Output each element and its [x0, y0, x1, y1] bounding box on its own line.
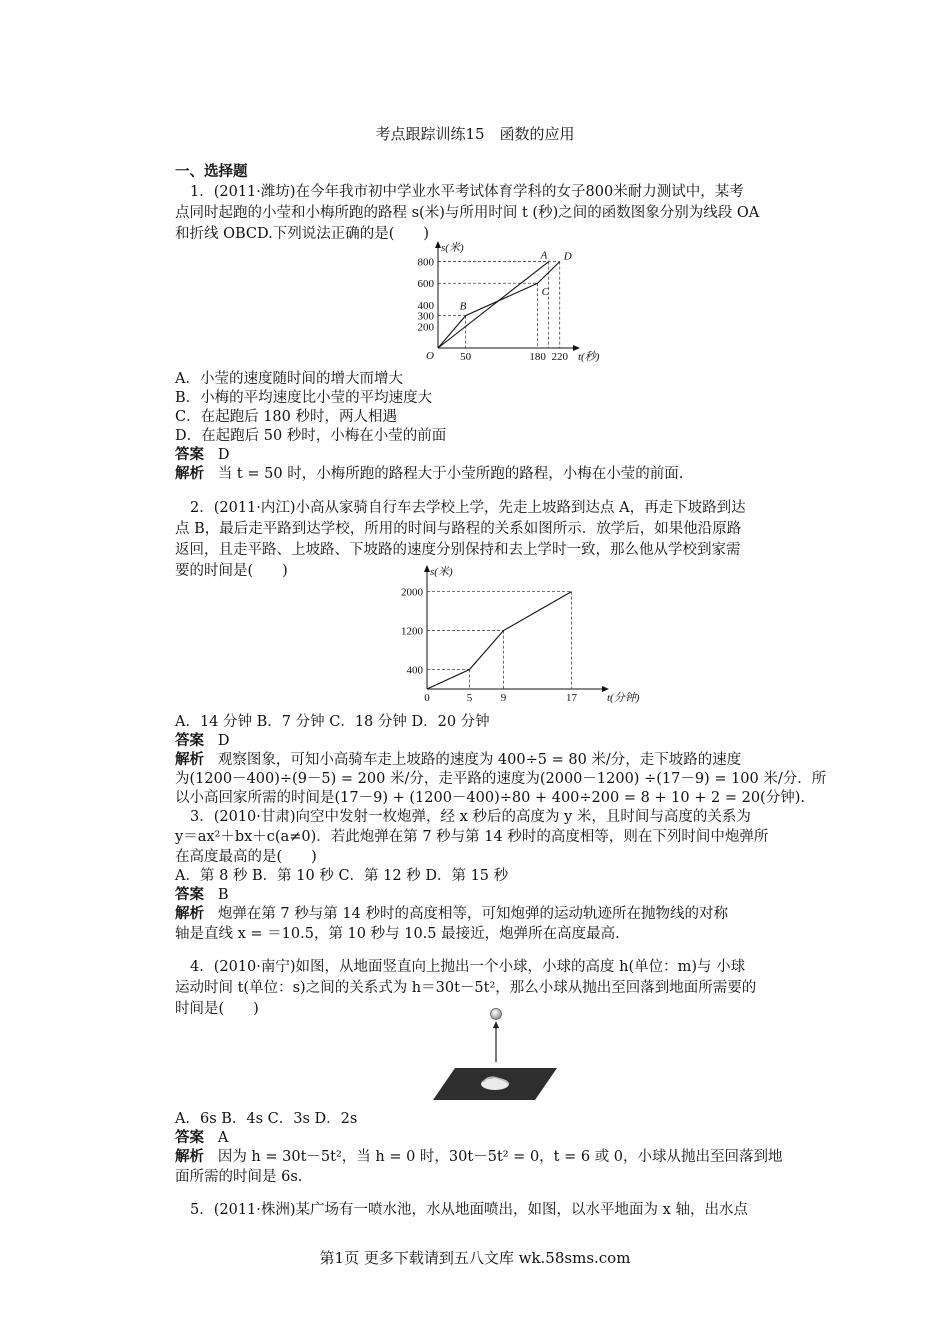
answer-value: D: [217, 733, 230, 749]
q2-analysis-2: 为(1200－400)÷(9－5) = 200 米/分，走平路的速度为(2000－1200) ÷(17－9) = 100 米/分．所: [175, 771, 827, 787]
point-label-A: A: [540, 249, 548, 262]
x-tick-label: 0: [424, 692, 430, 704]
q2-line-3: 返回，且走平路、上坡路、下坡路的速度分别保持和去上学时一致，那么他从学校到家需: [175, 542, 741, 558]
q3-analysis-2: 轴是直线 x = ＝10.5，第 10 秒与 10.5 最接近，炮弹所在高度最高.: [175, 926, 620, 942]
q2-options: A．14 分钟 B．7 分钟 C．18 分钟 D．20 分钟: [175, 714, 490, 730]
y-tick-label: 1200: [401, 625, 423, 638]
q2-analysis-1: [175, 748, 741, 769]
q4-analysis-2: 面所需的时间是 6s.: [175, 1169, 303, 1185]
arrow-head-icon: [493, 1021, 499, 1028]
origin-label: O: [426, 350, 434, 362]
series-line-路程: [427, 592, 572, 689]
q4-options: A．6s B．4s C．3s D．2s: [175, 1111, 358, 1127]
q4-ball-figure: [425, 1002, 565, 1102]
x-tick-label: 180: [529, 351, 546, 363]
q3-answer: [175, 883, 228, 904]
q1-option-d: D．在起跑后 50 秒时，小梅在小莹的前面: [175, 428, 447, 444]
y-tick-label: 400: [417, 299, 434, 312]
x-tick-label: 220: [551, 351, 568, 363]
ball-icon: [491, 1009, 502, 1020]
point-label-C: C: [541, 286, 549, 299]
analysis-text: 观察图象，可知小高骑车走上坡路的速度为 400÷5 = 80 米/分，走下坡路的速度: [217, 752, 742, 768]
q1-option-a: A．小莹的速度随时间的增大而增大: [175, 371, 403, 387]
q2-line-1: 2．(2011·内江)小高从家骑自行车去学校上学，先走上坡路到达点 A，再走下坡路到达: [190, 500, 746, 516]
q3-options: A．第 8 秒 B．第 10 秒 C．第 12 秒 D．第 15 秒: [175, 868, 509, 884]
q4-analysis-1: [175, 1145, 783, 1166]
q1-analysis: [175, 462, 683, 483]
answer-label: 答案: [175, 1129, 204, 1146]
series-line-OBCD: [438, 262, 560, 348]
q4-line-3: 时间是( ): [175, 1001, 259, 1017]
x-tick-label: 50: [460, 351, 472, 363]
answer-value: B: [217, 887, 229, 903]
q1-option-b: B．小梅的平均速度比小莹的平均速度大: [175, 390, 433, 406]
q3-analysis-1: [175, 902, 728, 923]
series-line-OA: [438, 262, 549, 348]
q2-answer: [175, 729, 229, 750]
q1-line-3: 和折线 OBCD.下列说法正确的是( ): [175, 226, 430, 242]
answer-label: 答案: [175, 446, 204, 463]
analysis-text: 因为 h = 30t－5t²，当 h = 0 时，30t－5t² = 0，t = 6 或 0，小球从抛出至回落到地: [217, 1149, 783, 1165]
q4-answer: [175, 1126, 228, 1147]
analysis-label: 解析: [175, 1148, 204, 1165]
q2-chart: [390, 562, 640, 708]
q2-analysis-3: 以小高回家所需的时间是(17－9) + (1200－400)÷80 + 400÷200 = 8 + 10 + 2 = 20(分钟).: [175, 790, 805, 806]
x-tick-label: 9: [500, 692, 507, 704]
point-label-B: B: [459, 300, 467, 313]
answer-label: 答案: [175, 732, 204, 749]
page-footer: 第1页 更多下载请到五八文库 wk.58sms.com: [319, 1249, 631, 1267]
y-axis-label: s(米): [441, 242, 464, 254]
q1-option-c: C．在起跑后 180 秒时，两人相遇: [175, 409, 397, 425]
analysis-text: 炮弹在第 7 秒与第 14 秒时的高度相等，可知炮弹的运动轨迹所在抛物线的对称: [217, 906, 728, 922]
y-tick-label: 2000: [401, 586, 423, 599]
q3-line-1: 3．(2010·甘肃)向空中发射一枚炮弹，经 x 秒后的高度为 y 米，且时间与高度的关系为: [190, 809, 751, 825]
q1-chart: [400, 232, 600, 368]
q2-line-2: 点 B，最后走平路到达学校，所用的时间与路程的关系如图所示．放学后，如果他沿原路: [175, 521, 742, 537]
y-axis-label: s(米): [430, 566, 453, 578]
y-tick-label: 300: [417, 310, 434, 323]
q1-line-2: 点同时起跑的小莹和小梅所跑的路程 s(米)与所用时间 t (秒)之间的函数图象分别为线段 OA: [175, 205, 760, 221]
analysis-label: 解析: [175, 905, 204, 922]
q2-line-4: 要的时间是( ): [175, 563, 288, 579]
page-title: 考点跟踪训练15 函数的应用: [375, 125, 575, 143]
x-axis-label: t(分钟): [607, 692, 640, 704]
y-tick-label: 400: [406, 664, 423, 677]
q3-line-3: 在高度最高的是( ): [175, 849, 317, 865]
q5-line-1: 5．(2011·株洲)某广场有一喷水池，水从地面喷出，如图，以水平地面为 x 轴，出水点: [190, 1202, 748, 1218]
x-tick-label: 17: [566, 692, 577, 704]
analysis-text: 当 t = 50 时，小梅所跑的路程大于小莹所跑的路程，小梅在小莹的前面.: [217, 466, 684, 482]
q4-line-1: 4．(2010·南宁)如图，从地面竖直向上抛出一个小球，小球的高度 h(单位：m)与 小球: [190, 959, 746, 975]
q1-answer: [175, 443, 229, 464]
q1-line-1: 1．(2011·潍坊)在今年我市初中学业水平考试体育学科的女子800米耐力测试中，某考: [190, 184, 744, 200]
x-tick-label: 5: [466, 692, 473, 704]
q3-line-2: y＝ax²＋bx＋c(a≠0)．若此炮弹在第 7 秒与第 14 秒时的高度相等，则在下列时间中炮弹所: [175, 829, 769, 845]
answer-value: A: [217, 1130, 229, 1146]
analysis-label: 解析: [175, 465, 204, 482]
y-tick-label: 800: [417, 256, 434, 269]
x-axis-label: t(秒): [578, 351, 600, 363]
y-tick-label: 200: [417, 321, 434, 334]
answer-label: 答案: [175, 886, 204, 903]
analysis-label: 解析: [175, 751, 204, 768]
point-label-D: D: [563, 250, 572, 263]
section-heading: 一、选择题: [175, 163, 248, 180]
answer-value: D: [217, 447, 230, 463]
y-tick-label: 600: [417, 278, 434, 291]
q4-line-2: 运动时间 t(单位：s)之间的关系式为 h＝30t－5t²，那么小球从抛出至回落到地面所需要的: [175, 980, 757, 996]
